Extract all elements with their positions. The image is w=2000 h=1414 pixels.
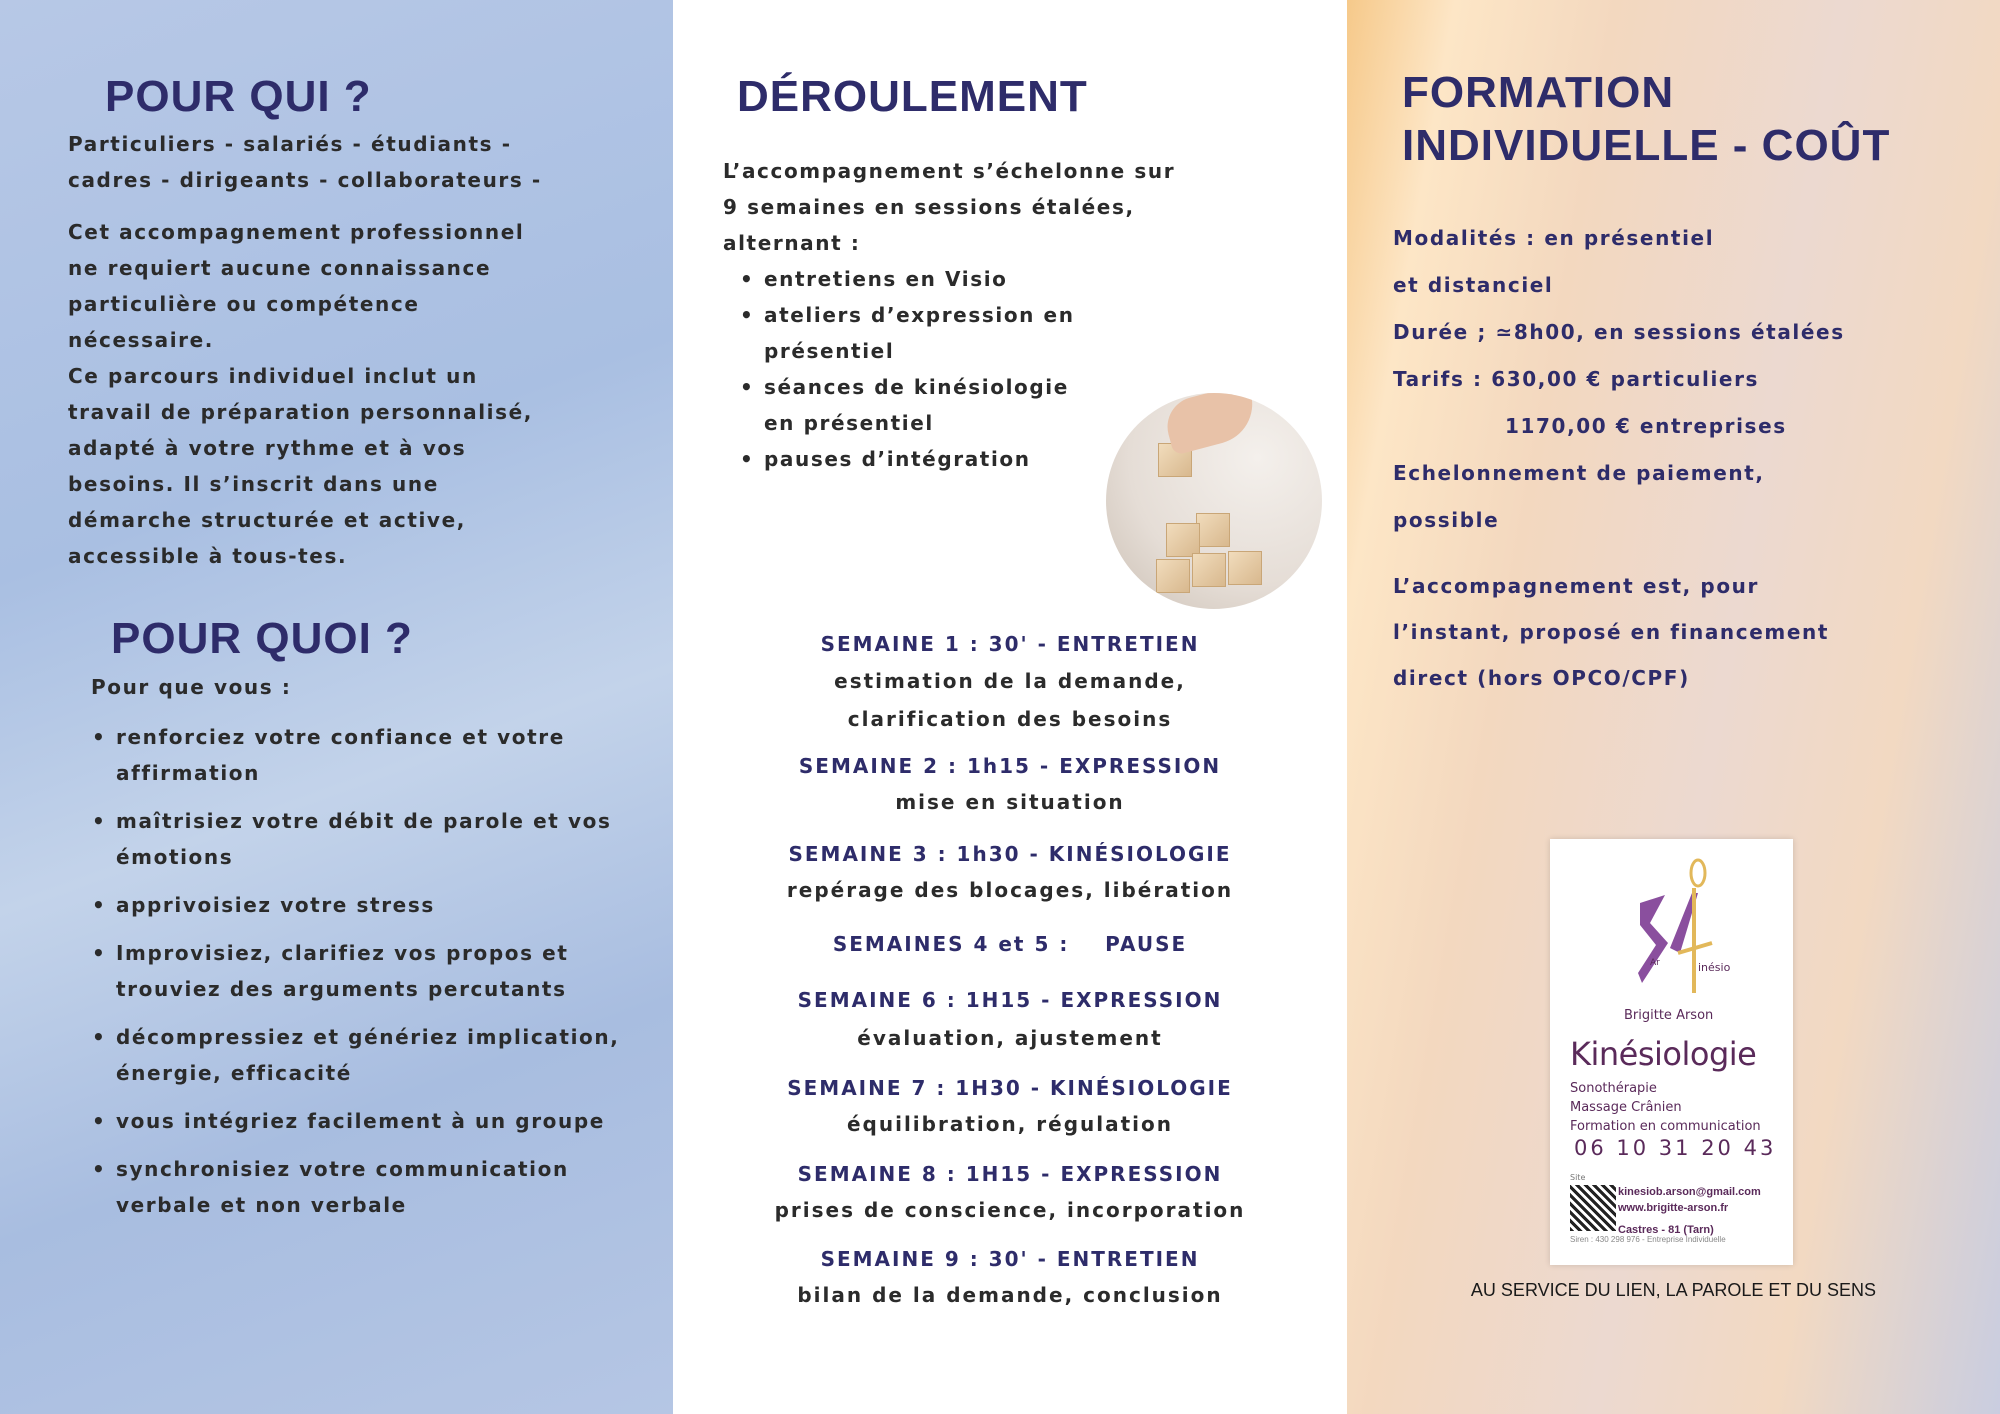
title-line: INDIVIDUELLE - COÛT [1402,121,1891,170]
desc-line: Ce parcours individuel inclut un [68,364,478,388]
desc-line: démarche structurée et active, [68,508,466,532]
heading-formation [1402,66,1890,172]
week-title: SEMAINE 8 : 1H15 - EXPRESSION [797,1162,1223,1186]
audience-text [68,126,542,198]
detail-line: Durée ; ≃8h00, en sessions étalées [1393,320,1845,344]
detail-line: Modalités : en présentiel [1393,226,1715,250]
format-item: • séances de kinésiologie en présentiel [740,369,1100,441]
goals-intro: Pour que vous : [91,675,292,699]
week-title: SEMAINE 1 : 30' - ENTRETIEN [820,632,1200,656]
card-website: www.brigitte-arson.fr [1618,1202,1729,1214]
price-business: 1170,00 € entreprises [1505,414,1787,438]
week-desc: bilan de la demande, conclusion [797,1283,1223,1307]
week-title: SEMAINE 9 : 30' - ENTRETIEN [820,1247,1200,1271]
svg-text:Ar: Ar [1650,958,1660,968]
week-3 [673,836,1347,908]
pricing-details [1393,215,1845,544]
week-desc: repérage des blocages, libération [786,878,1234,902]
tagline: AU SERVICE DU LIEN, LA PAROLE ET DU SENS [1470,1280,1877,1300]
week-title: SEMAINE 3 : 1h30 - KINÉSIOLOGIE [788,842,1232,866]
goal-item: • synchronisiez votre communication verbale et non verbale [92,1151,632,1223]
description-text [68,214,533,574]
desc-line: travail de préparation personnalisé, [68,400,533,424]
audience-line: cadres - dirigeants - collaborateurs - [68,168,542,192]
price-individual: Tarifs : 630,00 € particuliers [1393,367,1760,391]
title-line: FORMATION [1402,68,1675,117]
week-title: SEMAINE 6 : 1H15 - EXPRESSION [797,988,1223,1012]
card-name: Brigitte Arson [1624,1008,1714,1023]
card-phone: 06 10 31 20 43 [1574,1136,1777,1160]
middle-panel [673,0,1347,1414]
heading-deroulement: DÉROULEMENT [737,72,1088,121]
business-card [1550,839,1793,1265]
service: Sonothérapie [1570,1081,1657,1096]
desc-line: ne requiert aucune connaissance [68,256,492,280]
card-contacts [1618,1184,1761,1238]
financing-line: direct (hors OPCO/CPF) [1393,666,1690,690]
week-title: SEMAINE 2 : 1h15 - EXPRESSION [798,754,1222,778]
stacking-blocks-photo [1106,393,1322,609]
week-1 [673,626,1347,738]
week-title: SEMAINES 4 et 5 : PAUSE [832,932,1188,956]
goal-item: • Improvisiez, clarifiez vos propos et trouviez des arguments percutants [92,935,632,1007]
week-4-5 [673,926,1347,962]
week-desc: estimation de la demande, clarification des besoins [834,669,1186,731]
financing-text [1393,563,1829,701]
card-siren: Siren : 430 298 976 - Entreprise Individuelle [1570,1235,1726,1244]
service: Massage Crânien [1570,1100,1682,1115]
financing-line: l’instant, proposé en financement [1393,620,1829,644]
desc-line: accessible à tous-tes. [68,544,348,568]
financing-line: L’accompagnement est, pour [1393,574,1759,598]
svg-text:inésio: inésio [1698,961,1730,974]
site-label: Site [1570,1173,1586,1182]
goal-item: • vous intégriez facilement à un groupe [92,1103,632,1139]
format-item: • ateliers d’expression en présentiel [740,297,1160,369]
schedule-intro [723,153,1175,261]
qr-code-icon [1570,1185,1616,1231]
desc-line: nécessaire. [68,328,215,352]
heading-pour-qui: POUR QUI ? [105,72,372,121]
week-7 [673,1070,1347,1142]
desc-line: Cet accompagnement professionnel [68,220,525,244]
week-8 [673,1156,1347,1228]
format-list [740,261,1160,477]
heading-pour-quoi: POUR QUOI ? [111,614,413,663]
card-title: Kinésiologie [1570,1035,1757,1073]
format-item: • pauses d’intégration [740,441,1160,477]
goal-item: • décompressiez et génériez implication, énergie, efficacité [92,1019,632,1091]
detail-line: Echelonnement de paiement, [1393,461,1765,485]
week-desc: équilibration, régulation [846,1112,1174,1136]
detail-line: et distanciel [1393,273,1554,297]
detail-line: possible [1393,508,1500,532]
goal-item: • maîtrisiez votre débit de parole et vos émotions [92,803,632,875]
intro-line: L’accompagnement s’échelonne sur [723,159,1176,183]
card-location: Castres - 81 (Tarn) [1618,1224,1714,1236]
ba-logo-icon [1620,853,1730,1003]
service: Formation en communication [1570,1119,1761,1134]
week-9 [673,1241,1347,1313]
format-item: • entretiens en Visio [740,261,1160,297]
audience-line: Particuliers - salariés - étudiants - [68,132,512,156]
desc-line: particulière ou compétence [68,292,420,316]
week-desc: mise en situation [895,790,1125,814]
intro-line: 9 semaines en sessions étalées, [723,195,1135,219]
week-6 [673,982,1347,1056]
week-2 [673,748,1347,820]
card-services [1570,1079,1761,1136]
goal-item: • apprivoisiez votre stress [92,887,632,923]
intro-line: alternant : [723,231,861,255]
week-title: SEMAINE 7 : 1H30 - KINÉSIOLOGIE [787,1076,1233,1100]
goals-list [92,719,632,1235]
desc-line: adapté à votre rythme et à vos [68,436,467,460]
desc-line: besoins. Il s’inscrit dans une [68,472,439,496]
goal-item: • renforciez votre confiance et votre affirmation [92,719,632,791]
week-desc: évaluation, ajustement [857,1026,1163,1050]
week-desc: prises de conscience, incorporation [774,1198,1246,1222]
left-panel [0,0,673,1414]
card-email: kinesiob.arson@gmail.com [1618,1186,1761,1198]
